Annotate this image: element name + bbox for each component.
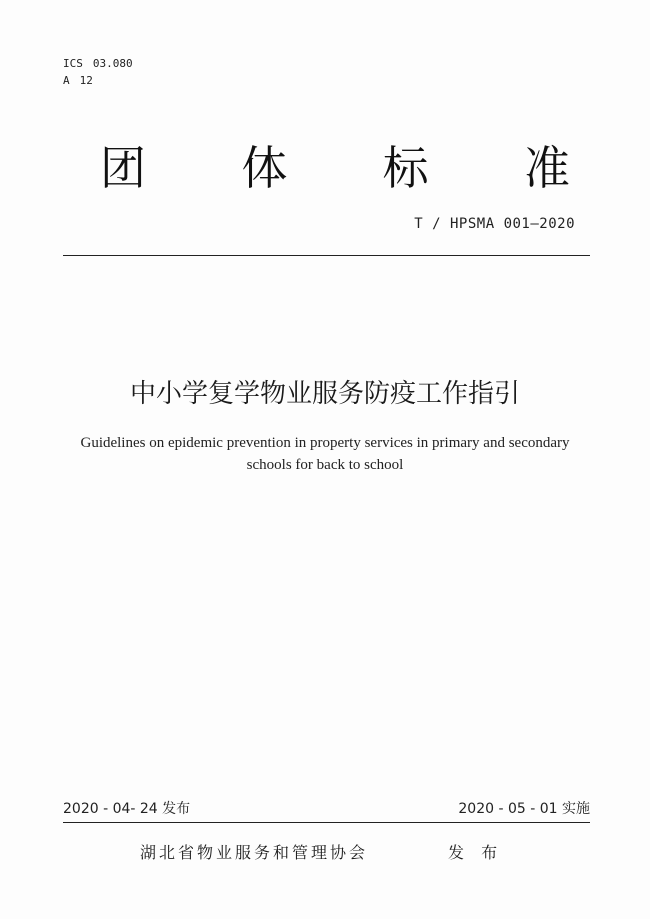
publish-label: 发 布: [448, 843, 504, 862]
standard-type-char: 团: [100, 141, 146, 195]
issuer-name: 湖北省物业服务和管理协会: [140, 843, 369, 862]
bottom-divider: [63, 822, 590, 823]
standard-type-char: 准: [523, 141, 570, 195]
title-en-line: schools for back to school: [246, 457, 404, 473]
issue-date: 2020 - 04- 24 发布: [63, 801, 191, 817]
top-divider: [63, 255, 590, 256]
document-title-cn: 中小学复学物业服务防疫工作指引: [129, 379, 520, 409]
implementation-date: 2020 - 05 - 01 实施: [458, 801, 590, 817]
standard-number: T / HPSMA 001—2020: [414, 216, 575, 232]
ccs-code: 12: [79, 74, 93, 87]
ics-classification: [63, 56, 133, 72]
ccs-label: A: [63, 74, 70, 87]
ics-label: ICS: [63, 57, 83, 70]
ics-code: 03.080: [92, 57, 133, 70]
document-title-en: [40, 432, 610, 476]
standard-type-char: 标: [382, 141, 429, 195]
title-en-line: Guidelines on epidemic prevention in property services in primary and secondary: [80, 435, 570, 451]
standard-type-heading: [100, 138, 570, 198]
standard-type-char: 体: [241, 141, 288, 195]
ccs-classification: [63, 73, 93, 89]
